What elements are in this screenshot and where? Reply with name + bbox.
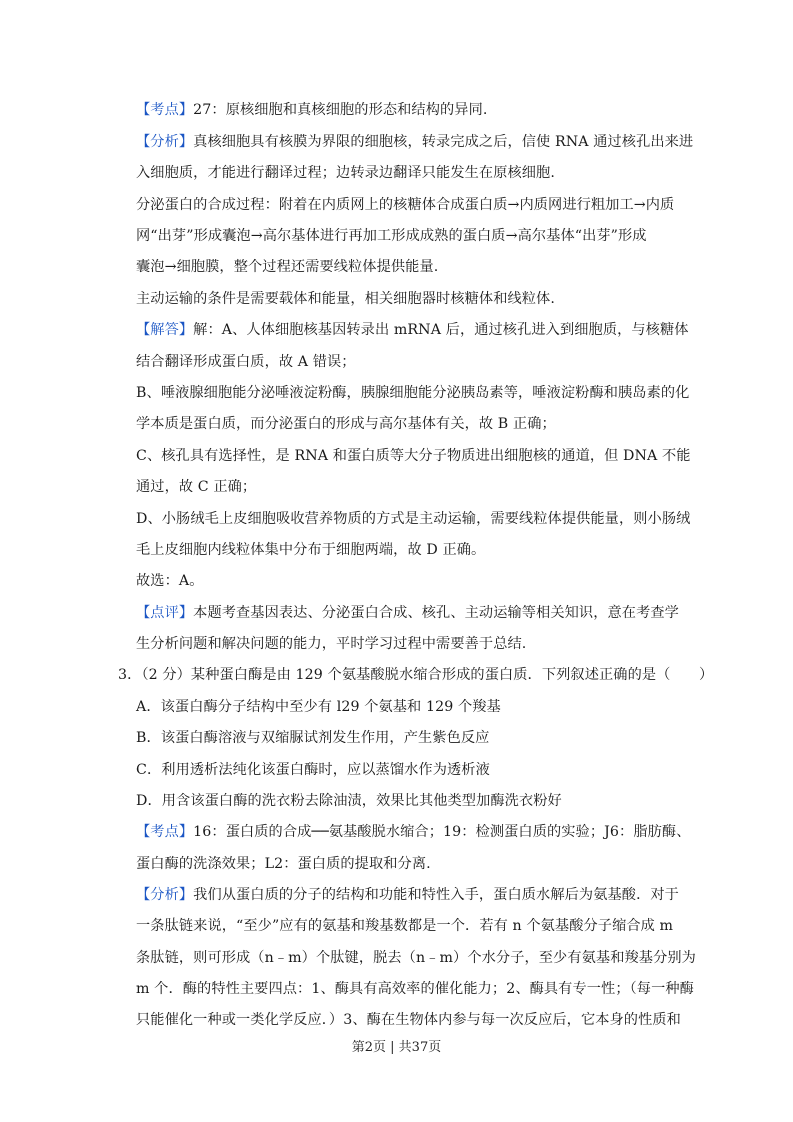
q2-option-c-line-1: C、核孔具有选择性，是 RNA 和蛋白质等大分子物质进出细胞核的通道，但 DNA 不能	[136, 448, 691, 464]
q3-fenxi-line-4: m 个．酶的特性主要四点：1、酶具有高效率的催化能力；2、酶具有专一性；（每一种酶	[136, 981, 694, 997]
q2-dianping-line-2: 生分析问题和解决问题的能力，平时学习过程中需要善于总结.	[136, 636, 527, 652]
fenxi-tag: 【分析】	[136, 134, 194, 150]
q3-fenxi-line-3: 条肽链，则可形成（n﹣m）个肽键，脱去（n﹣m）个水分子，至少有氨基和羧基分别为	[136, 950, 696, 966]
q2-fenxi-line-2: 入细胞质，才能进行翻译过程；边转录边翻译只能发生在原核细胞.	[136, 165, 555, 181]
fenxi-tag: 【分析】	[136, 887, 194, 903]
q2-option-b-line-1: B、唾液腺细胞能分泌唾液淀粉酶，胰腺细胞能分泌胰岛素等，唾液淀粉酶和胰岛素的化	[136, 385, 690, 401]
q3-stem: 3．（2 分）某种蛋白酶是由 129 个氨基酸脱水缩合形成的蛋白质．下列叙述正确的是（ ）	[118, 667, 714, 683]
jieda-tag: 【解答】	[136, 322, 194, 338]
kaodian-tag: 【考点】	[136, 824, 194, 840]
q2-option-b-line-2: 学本质是蛋白质，而分泌蛋白的形成与高尔基体有关，故 B 正确；	[136, 416, 556, 432]
q2-fenxi-line-1	[136, 132, 693, 152]
kaodian-tag: 【考点】	[136, 102, 194, 118]
q2-option-d-line-2: 毛上皮细胞内线粒体集中分布于细胞两端，故 D 正确。	[136, 542, 486, 558]
q2-jieda-line-1	[136, 320, 689, 340]
q2-jieda-line-2: 结合翻译形成蛋白质，故 A 错误；	[136, 354, 356, 370]
q2-dianping-line-1	[136, 603, 679, 623]
q3-fenxi-line-1	[136, 885, 679, 905]
q2-paragraph-line-2: 网“出芽”形成囊泡→高尔基体进行再加工形成成熟的蛋白质→高尔基体“出芽”形成	[136, 228, 647, 244]
q3-fenxi-text-1: 我们从蛋白质的分子的结构和功能和特性入手，蛋白质水解后为氨基酸．对于	[193, 887, 679, 903]
q2-option-c-line-2: 通过，故 C 正确；	[136, 479, 257, 495]
q3-option-a: A．该蛋白酶分子结构中至少有 l29 个氨基和 129 个羧基	[136, 699, 501, 715]
q3-kaodian-text-1: 16：蛋白质的合成──氨基酸脱水缩合；19：检测蛋白质的实验；J6：脂肪酶、	[193, 824, 691, 840]
q2-paragraph-line-1: 分泌蛋白的合成过程：附着在内质网上的核糖体合成蛋白质→内质网进行粗加工→内质	[136, 197, 675, 213]
page-number-footer: 第2页 | 共37页	[351, 1040, 442, 1055]
q2-fenxi-text-1: 真核细胞具有核膜为界限的细胞核，转录完成之后，信使 RNA 通过核孔出来进	[193, 134, 694, 150]
q3-fenxi-line-2: 一条肽链来说，“至少”应有的氨基和羧基数都是一个．若有 n 个氨基酸分子缩合成 m	[136, 918, 674, 934]
q3-option-b: B．该蛋白酶溶液与双缩脲试剂发生作用，产生紫色反应	[136, 730, 490, 746]
q2-option-d-line-1: D、小肠绒毛上皮细胞吸收营养物质的方式是主动运输，需要线粒体提供能量，则小肠绒	[136, 511, 691, 527]
q3-option-c: C．利用透析法纯化该蛋白酶时，应以蒸馏水作为透析液	[136, 762, 490, 778]
q2-answer: 故选：A。	[136, 573, 204, 589]
q3-kaodian-line-2: 蛋白酶的洗涤效果；L2：蛋白质的提取和分离.	[136, 856, 431, 872]
dianping-tag: 【点评】	[136, 605, 194, 621]
q2-kaodian-text: 27：原核细胞和真核细胞的形态和结构的异同.	[193, 102, 488, 118]
q3-kaodian-line-1	[136, 822, 691, 842]
q3-option-d: D．用含该蛋白酶的洗衣粉去除油渍，效果比其他类型加酶洗衣粉好	[136, 793, 562, 809]
q2-paragraph-line-4: 主动运输的条件是需要载体和能量，相关细胞器时核糖体和线粒体.	[136, 291, 555, 307]
q3-fenxi-line-5: 只能催化一种或一类化学反应．）3、酶在生物体内参与每一次反应后，它本身的性质和	[136, 1012, 681, 1028]
q2-dianping-text-1: 本题考查基因表达、分泌蛋白合成、核孔、主动运输等相关知识，意在考查学	[193, 605, 679, 621]
q2-paragraph-line-3: 囊泡→细胞膜，整个过程还需要线粒体提供能量.	[136, 259, 439, 275]
q2-kaodian-line	[136, 100, 487, 120]
q2-jieda-text-1: 解：A、人体细胞核基因转录出 mRNA 后，通过核孔进入到细胞质，与核糖体	[193, 322, 689, 338]
